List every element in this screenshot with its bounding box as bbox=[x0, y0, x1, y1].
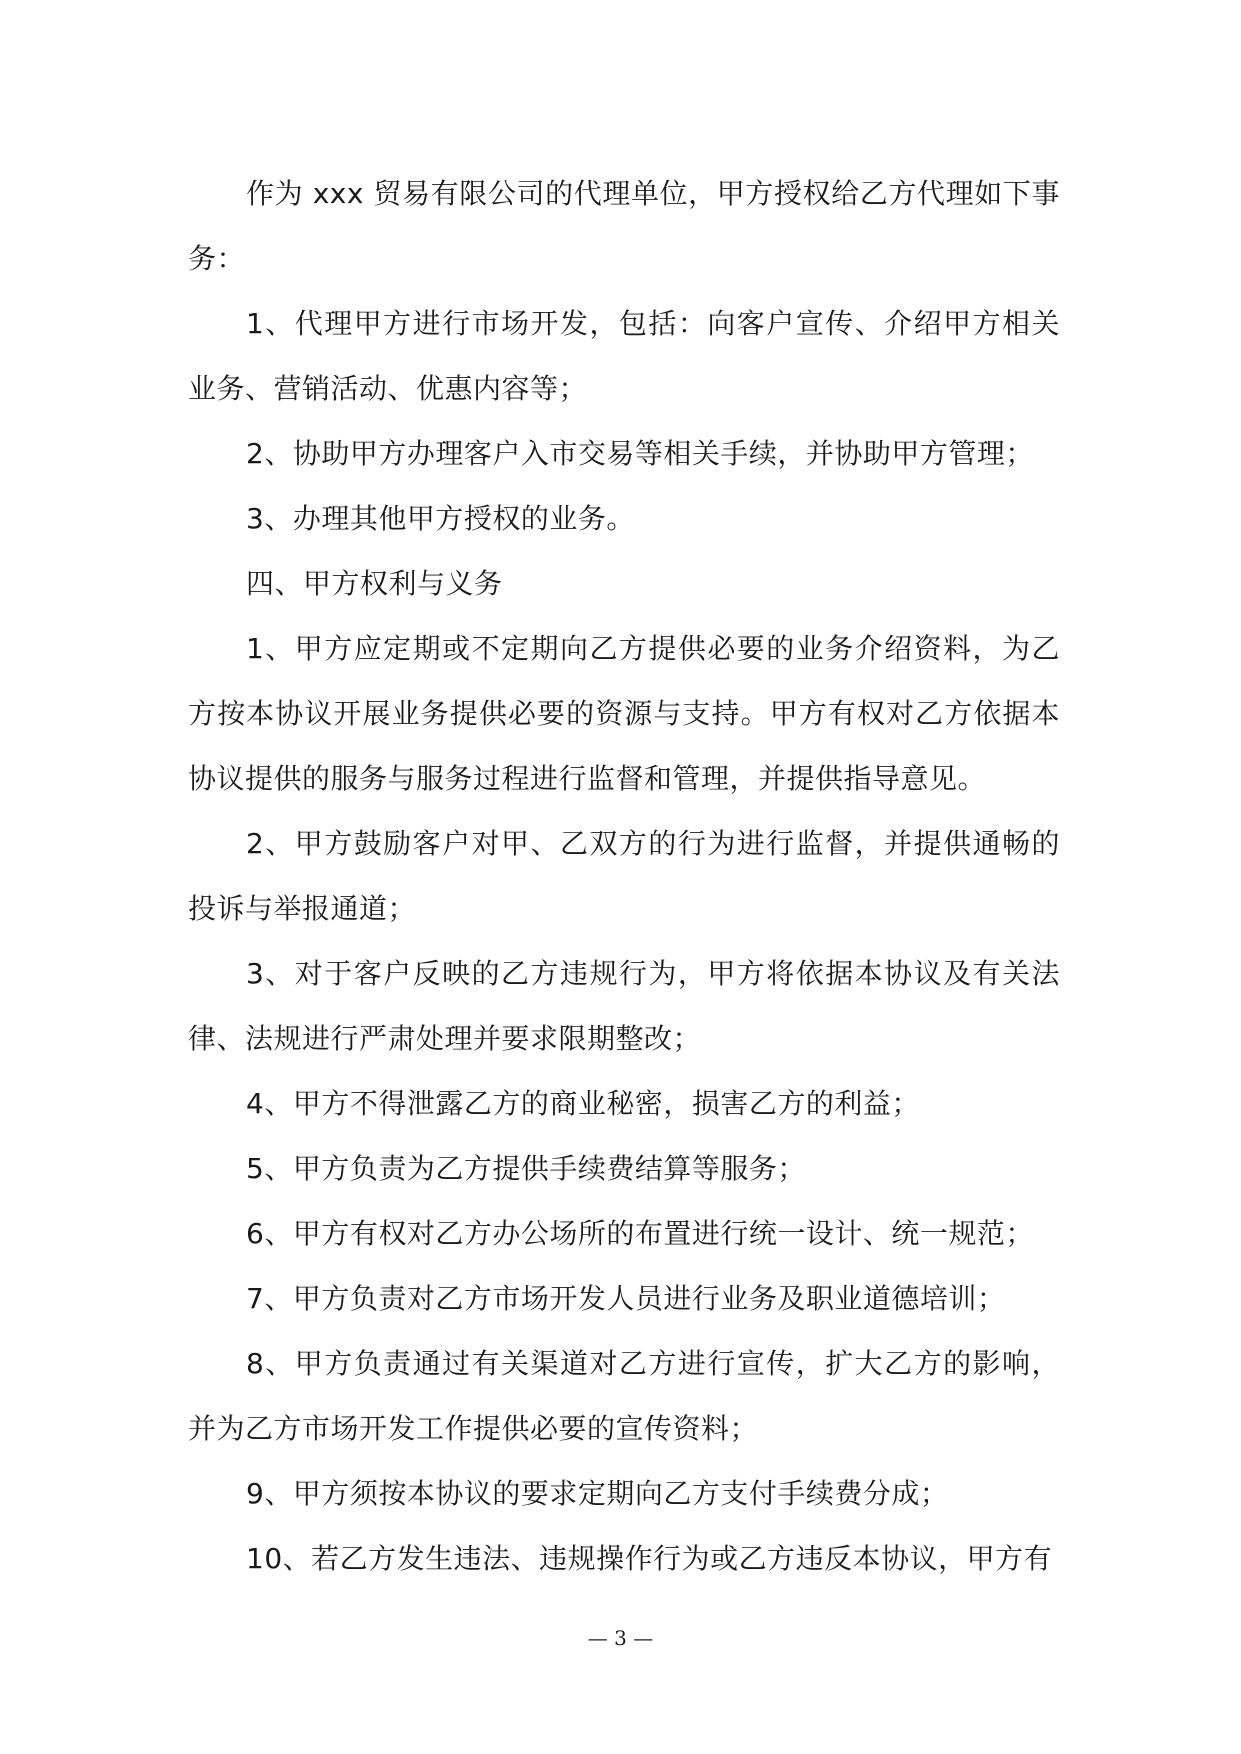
paragraph-intro: 作为 xxx 贸易有限公司的代理单位，甲方授权给乙方代理如下事务： bbox=[188, 177, 1060, 275]
paragraph-item-3: 3、办理其他甲方授权的业务。 bbox=[246, 502, 635, 535]
paragraph-item-2: 2、协助甲方办理客户入市交易等相关手续，并协助甲方管理； bbox=[246, 437, 1034, 470]
paragraph-clause-3: 3、对于客户反映的乙方违规行为，甲方将依据本协议及有关法律、法规进行严肃处理并要求限期整改； bbox=[188, 957, 1060, 1055]
section-heading: 四、甲方权利与义务 bbox=[246, 567, 503, 600]
paragraph-clause-10: 10、若乙方发生违法、违规操作行为或乙方违反本协议，甲方有 bbox=[246, 1542, 1053, 1575]
paragraph-clause-1: 1、甲方应定期或不定期向乙方提供必要的业务介绍资料，为乙方按本协议开展业务提供必要的资源与支持。甲方有权对乙方依据本协议提供的服务与服务过程进行监督和管理，并提供指导意见。 bbox=[188, 632, 1060, 795]
paragraph-clause-6: 6、甲方有权对乙方办公场所的布置进行统一设计、统一规范； bbox=[246, 1217, 1034, 1250]
paragraph-clause-7: 7、甲方负责对乙方市场开发人员进行业务及职业道德培训； bbox=[246, 1282, 1006, 1315]
paragraph-clause-4: 4、甲方不得泄露乙方的商业秘密，损害乙方的利益； bbox=[246, 1087, 920, 1120]
paragraph-clause-8: 8、甲方负责通过有关渠道对乙方进行宣传，扩大乙方的影响，并为乙方市场开发工作提供必要的宣传资料； bbox=[188, 1347, 1060, 1445]
paragraph-clause-9: 9、甲方须按本协议的要求定期向乙方支付手续费分成； bbox=[246, 1477, 949, 1510]
document-body bbox=[188, 161, 1060, 1591]
paragraph-item-1: 1、代理甲方进行市场开发，包括：向客户宣传、介绍甲方相关业务、营销活动、优惠内容等； bbox=[188, 307, 1060, 405]
paragraph-clause-2: 2、甲方鼓励客户对甲、乙双方的行为进行监督，并提供通畅的投诉与举报通道； bbox=[188, 827, 1060, 925]
page-number: — 3 — bbox=[587, 1626, 654, 1650]
paragraph-clause-5: 5、甲方负责为乙方提供手续费结算等服务； bbox=[246, 1152, 806, 1185]
